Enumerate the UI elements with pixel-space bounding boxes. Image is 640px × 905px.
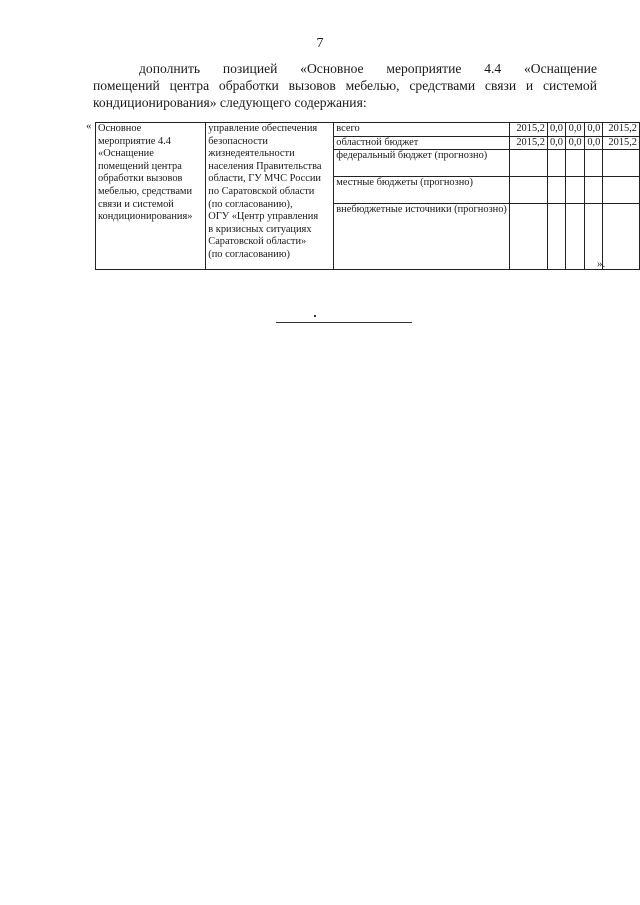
activity-table — [95, 122, 640, 270]
value-cell — [565, 204, 584, 270]
value-cell: 2015,2 — [509, 136, 547, 150]
value-cell: 2015,2 — [509, 123, 547, 137]
value-cell — [603, 150, 640, 177]
value-cell: 0,0 — [565, 123, 584, 137]
funding-source-cell: всего — [334, 123, 510, 137]
funding-source-cell: областной бюджет — [334, 136, 510, 150]
value-cell — [584, 150, 603, 177]
responsible-cell: управление обеспечения безопасности жизнедеятельности населения Правительства области, ГУ МЧС России по Саратовской области (по согласованию), ОГУ «Центр управления в кризисных ситуациях Саратовской области» (по согласованию) — [206, 123, 334, 270]
table-row — [96, 123, 640, 137]
page-number: 7 — [316, 36, 324, 51]
opening-quote: « — [86, 120, 92, 132]
intro-line: кондиционирования» следующего содержания: — [93, 95, 367, 110]
separator-line — [276, 322, 412, 323]
value-cell — [565, 150, 584, 177]
funding-source-cell: местные бюджеты (прогнозно) — [334, 177, 510, 204]
value-cell: 0,0 — [584, 123, 603, 137]
value-cell — [584, 177, 603, 204]
value-cell — [603, 204, 640, 270]
value-cell: 2015,2 — [603, 123, 640, 137]
value-cell — [547, 150, 565, 177]
value-cell — [603, 177, 640, 204]
value-cell: 0,0 — [547, 136, 565, 150]
value-cell: 0,0 — [584, 136, 603, 150]
value-cell — [509, 177, 547, 204]
value-cell: 0,0 — [547, 123, 565, 137]
separator-dot — [314, 315, 316, 317]
intro-line: помещений центра обработки вызовов мебелью, средствами связи и системой — [93, 78, 597, 93]
value-cell: 0,0 — [565, 136, 584, 150]
intro-line: дополнить позицией «Основное мероприятие 4.4 «Оснащение — [139, 61, 597, 76]
value-cell — [509, 150, 547, 177]
funding-source-cell: федеральный бюджет (прогнозно) — [334, 150, 510, 177]
value-cell — [547, 204, 565, 270]
closing-quote: ». — [597, 258, 606, 270]
intro-paragraph — [93, 60, 597, 111]
value-cell: 2015,2 — [603, 136, 640, 150]
value-cell — [547, 177, 565, 204]
value-cell — [565, 177, 584, 204]
funding-source-cell: внебюджетные источники (прогнозно) — [334, 204, 510, 270]
activity-name-cell: Основное мероприятие 4.4 «Оснащение помещений центра обработки вызовов мебелью, средствами связи и системой кондиционирования» — [96, 123, 206, 270]
value-cell — [509, 204, 547, 270]
